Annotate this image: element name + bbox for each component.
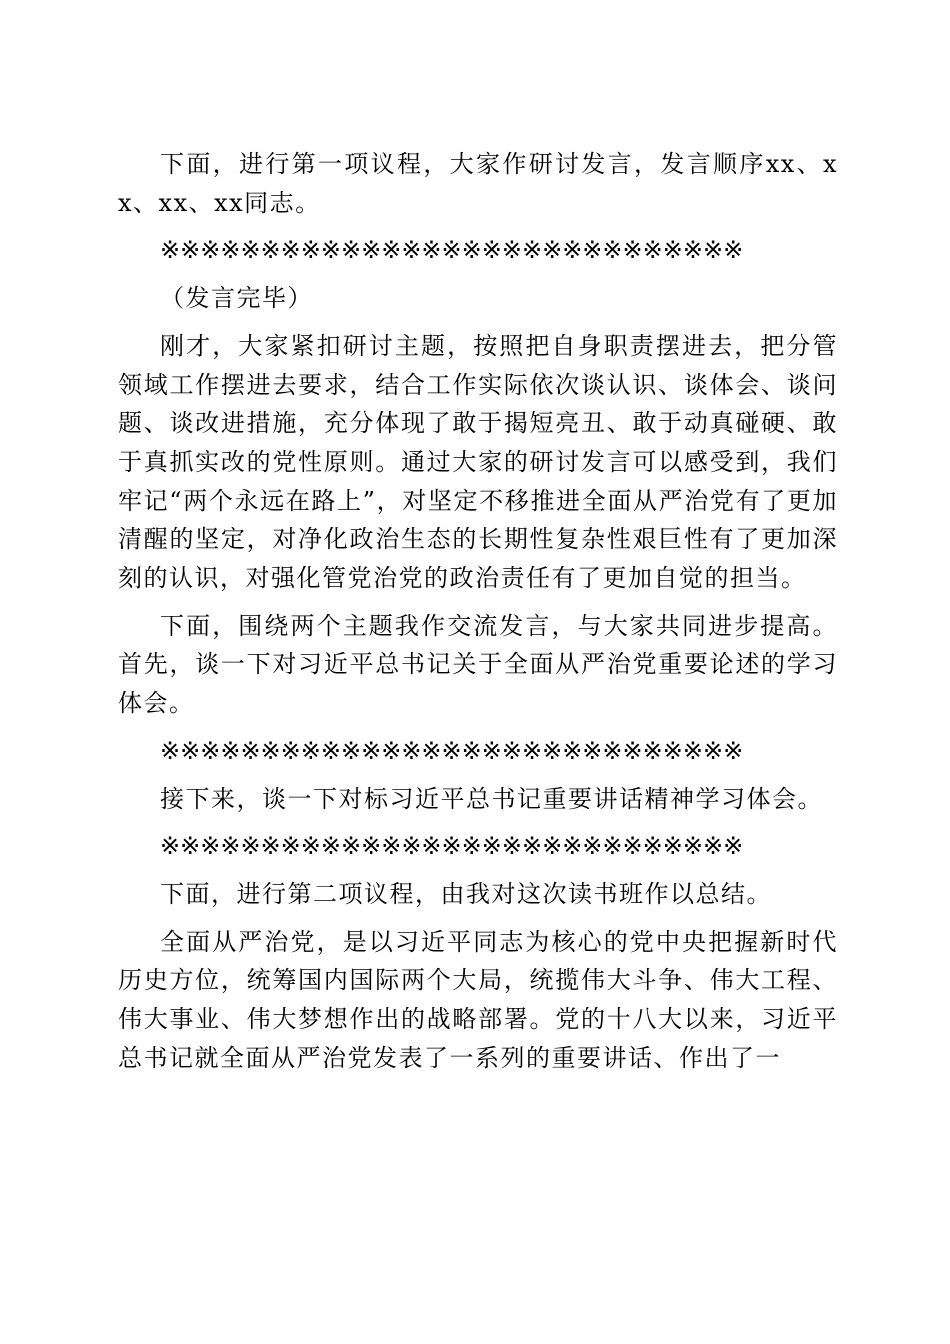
separator-line: ※※※※※※※※※※※※※※※※※※※※※※※※※※※※※	[160, 832, 744, 861]
paragraph-conclusion: 全面从严治党，是以习近平同志为核心的党中央把握新时代历史方位，统筹国内国际两个大局，统揽伟大斗争、伟大工程、伟大事业、伟大梦想作出的战略部署。党的十八大以来，习近平总书记就全面从严治党发表了一系列的重要讲话、作出了一	[118, 927, 838, 1072]
paragraph-summary: 刚才，大家紧扣研讨主题，按照把自身职责摆进去，把分管领域工作摆进去要求，结合工作实际依次谈认识、谈体会、谈问题、谈改进措施，充分体现了敢于揭短亮丑、敢于动真碰硬、敢于真抓实改的党性原则。通过大家的研讨发言可以感受到，我们牢记“两个永远在路上”，对坚定不移推进全面从严治党有了更加清醒的坚定，对净化政治生态的长期性复杂性艰巨性有了更加深刻的认识，对强化管党治党的政治责任有了更加自觉的担当。	[118, 331, 838, 593]
paragraph-agenda-two: 下面，进行第二项议程，由我对这次读书班作以总结。	[160, 879, 772, 908]
paragraph-speech-finished: （发言完毕）	[160, 284, 313, 313]
paragraph-agenda-one: 下面，进行第一项议程，大家作研讨发言，发言顺序xx、xx、xx、xx同志。	[118, 150, 838, 217]
paragraph-exchange-intro: 下面，围绕两个主题我作交流发言，与大家共同进步提高。首先，谈一下对习近平总书记关于全面从严治党重要论述的学习体会。	[118, 611, 838, 718]
separator-line: ※※※※※※※※※※※※※※※※※※※※※※※※※※※※※	[160, 236, 744, 265]
separator-line: ※※※※※※※※※※※※※※※※※※※※※※※※※※※※※	[160, 736, 744, 765]
document-page	[118, 145, 838, 1077]
paragraph-next-topic: 接下来，谈一下对标习近平总书记重要讲话精神学习体会。	[160, 784, 823, 813]
